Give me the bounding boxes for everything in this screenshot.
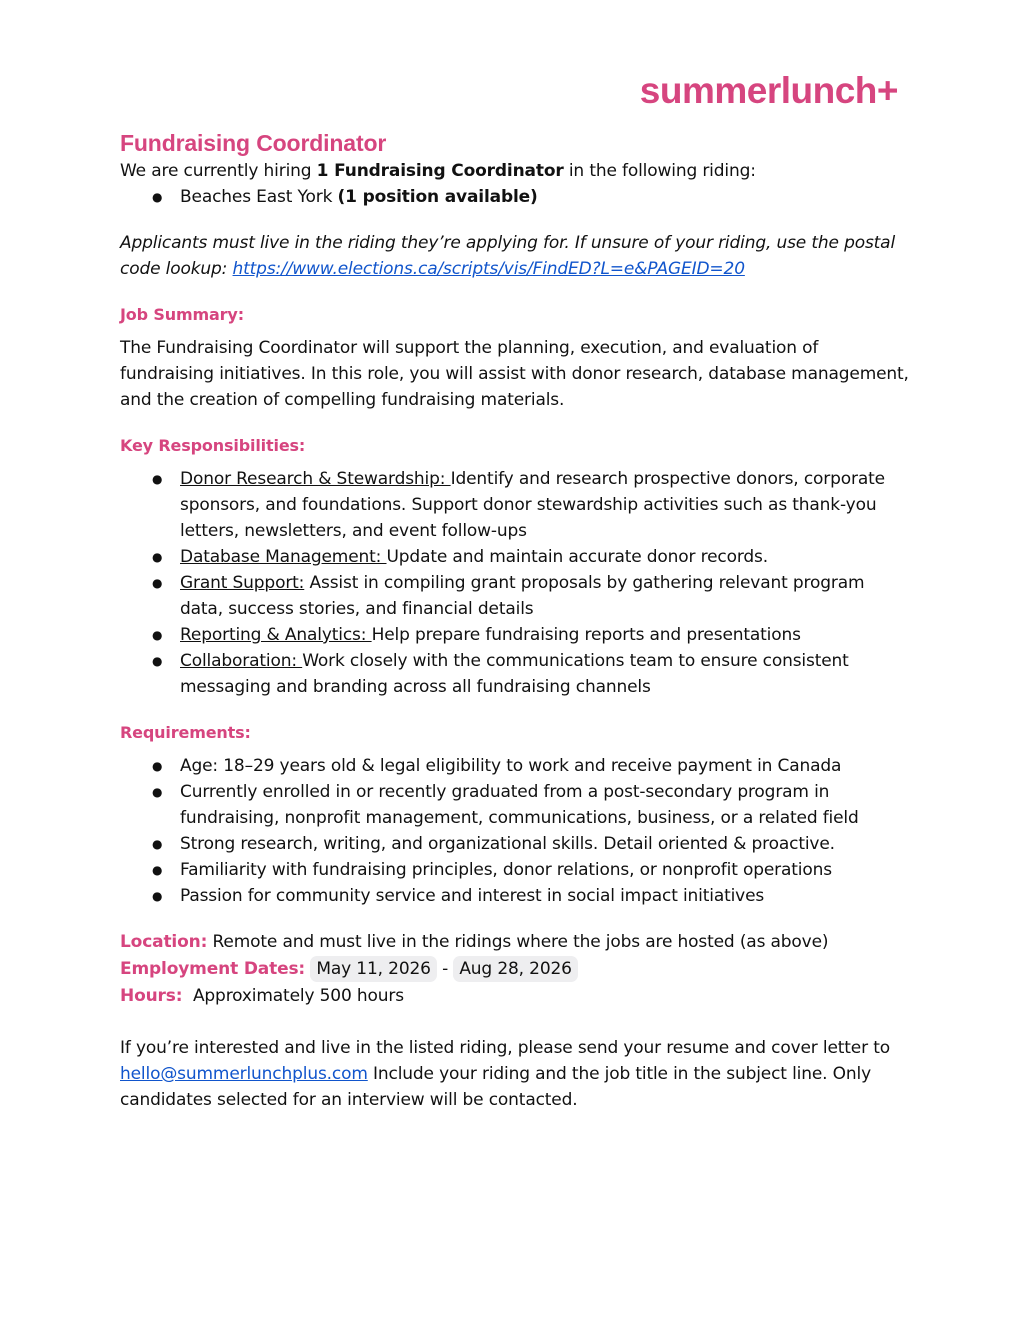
responsibility-text: Identify and research prospective donors, corporate sponsors, and foundations. Support donor stewardship activities such as thank-you letters, newsletters, and event follow-ups bbox=[180, 469, 885, 541]
location-value: Remote and must live in the ridings where the jobs are hosted (as above) bbox=[207, 932, 829, 952]
list-item: ● Familiarity with fundraising principles, donor relations, or nonprofit operations bbox=[180, 857, 910, 883]
responsibility-text: Assist in compiling grant proposals by gathering relevant program data, success stories, and financial details bbox=[180, 573, 865, 619]
responsibility-label: Collaboration: bbox=[180, 651, 303, 671]
list-item: ● Currently enrolled in or recently graduated from a post-secondary program in fundraising, nonprofit management, communications, business, or a related field bbox=[180, 779, 910, 831]
hiring-intro bbox=[120, 158, 910, 184]
responsibility-label: Donor Research & Stewardship: bbox=[180, 469, 451, 489]
list-item bbox=[180, 570, 910, 622]
location-label: Location: bbox=[120, 932, 208, 952]
list-item bbox=[180, 544, 910, 570]
responsibility-label: Database Management: bbox=[180, 547, 387, 567]
postal-code-lookup-link[interactable]: https://www.elections.ca/scripts/vis/FindED?L=e&PAGEID=20 bbox=[232, 259, 745, 279]
list-item: ● Age: 18–29 years old & legal eligibility to work and receive payment in Canada bbox=[180, 753, 910, 779]
intro-suffix: in the following riding: bbox=[563, 161, 756, 181]
requirements-list bbox=[120, 753, 910, 909]
applicant-note bbox=[120, 230, 910, 282]
job-summary-heading: Job Summary: bbox=[120, 305, 244, 324]
contact-email-link[interactable]: hello@summerlunchplus.com bbox=[120, 1064, 368, 1084]
intro-highlight: 1 Fundraising Coordinator bbox=[316, 161, 564, 181]
list-item bbox=[180, 466, 910, 544]
job-summary-text: The Fundraising Coordinator will support the planning, execution, and evaluation of fundraising initiatives. In this role, you will assist with donor research, database management, and the creation of compelling fundraising materials. bbox=[120, 338, 909, 410]
list-item bbox=[180, 622, 910, 648]
list-item: ● Strong research, writing, and organizational skills. Detail oriented & proactive. bbox=[180, 831, 910, 857]
employment-dates-label: Employment Dates: bbox=[120, 959, 306, 979]
list-item: ● Passion for community service and interest in social impact initiatives bbox=[180, 883, 910, 909]
requirements-heading: Requirements: bbox=[120, 723, 251, 742]
intro-prefix: We are currently hiring bbox=[120, 161, 317, 181]
responsibility-label: Reporting & Analytics: bbox=[180, 625, 372, 645]
document-content bbox=[120, 128, 910, 1113]
riding-availability: (1 position available) bbox=[337, 187, 538, 207]
riding-list bbox=[120, 184, 910, 210]
responsibilities-list bbox=[120, 466, 910, 700]
responsibility-text: Update and maintain accurate donor records. bbox=[386, 547, 769, 567]
end-date-chip[interactable]: Aug 28, 2026 bbox=[453, 956, 578, 982]
hours-line bbox=[120, 983, 910, 1009]
application-after: Include your riding and the job title in the subject line. Only candidates selected for an interview will be contacted. bbox=[120, 1064, 871, 1110]
responsibility-label: Grant Support: bbox=[180, 573, 305, 593]
employment-dates-line bbox=[120, 956, 910, 982]
location-line bbox=[120, 929, 910, 955]
applicant-note-text: Applicants must live in the riding they’re applying for. If unsure of your riding, use the postal code lookup: bbox=[120, 233, 896, 279]
riding-item bbox=[180, 184, 910, 210]
responsibilities-heading: Key Responsibilities: bbox=[120, 436, 306, 455]
date-separator: - bbox=[442, 959, 449, 979]
list-item bbox=[180, 648, 910, 700]
application-before: If you’re interested and live in the listed riding, please send your resume and cover letter to bbox=[120, 1038, 890, 1058]
start-date-chip[interactable]: May 11, 2026 bbox=[310, 956, 436, 982]
hours-label: Hours: bbox=[120, 986, 183, 1006]
responsibility-text: Work closely with the communications team to ensure consistent messaging and branding across all fundraising channels bbox=[180, 651, 849, 697]
riding-name: Beaches East York bbox=[180, 187, 338, 207]
hours-value: Approximately 500 hours bbox=[192, 986, 404, 1006]
application-instructions bbox=[120, 1035, 910, 1113]
job-title: Fundraising Coordinator bbox=[120, 130, 387, 156]
brand-logo: summerlunch+ bbox=[639, 70, 898, 111]
responsibility-text: Help prepare fundraising reports and presentations bbox=[371, 625, 801, 645]
